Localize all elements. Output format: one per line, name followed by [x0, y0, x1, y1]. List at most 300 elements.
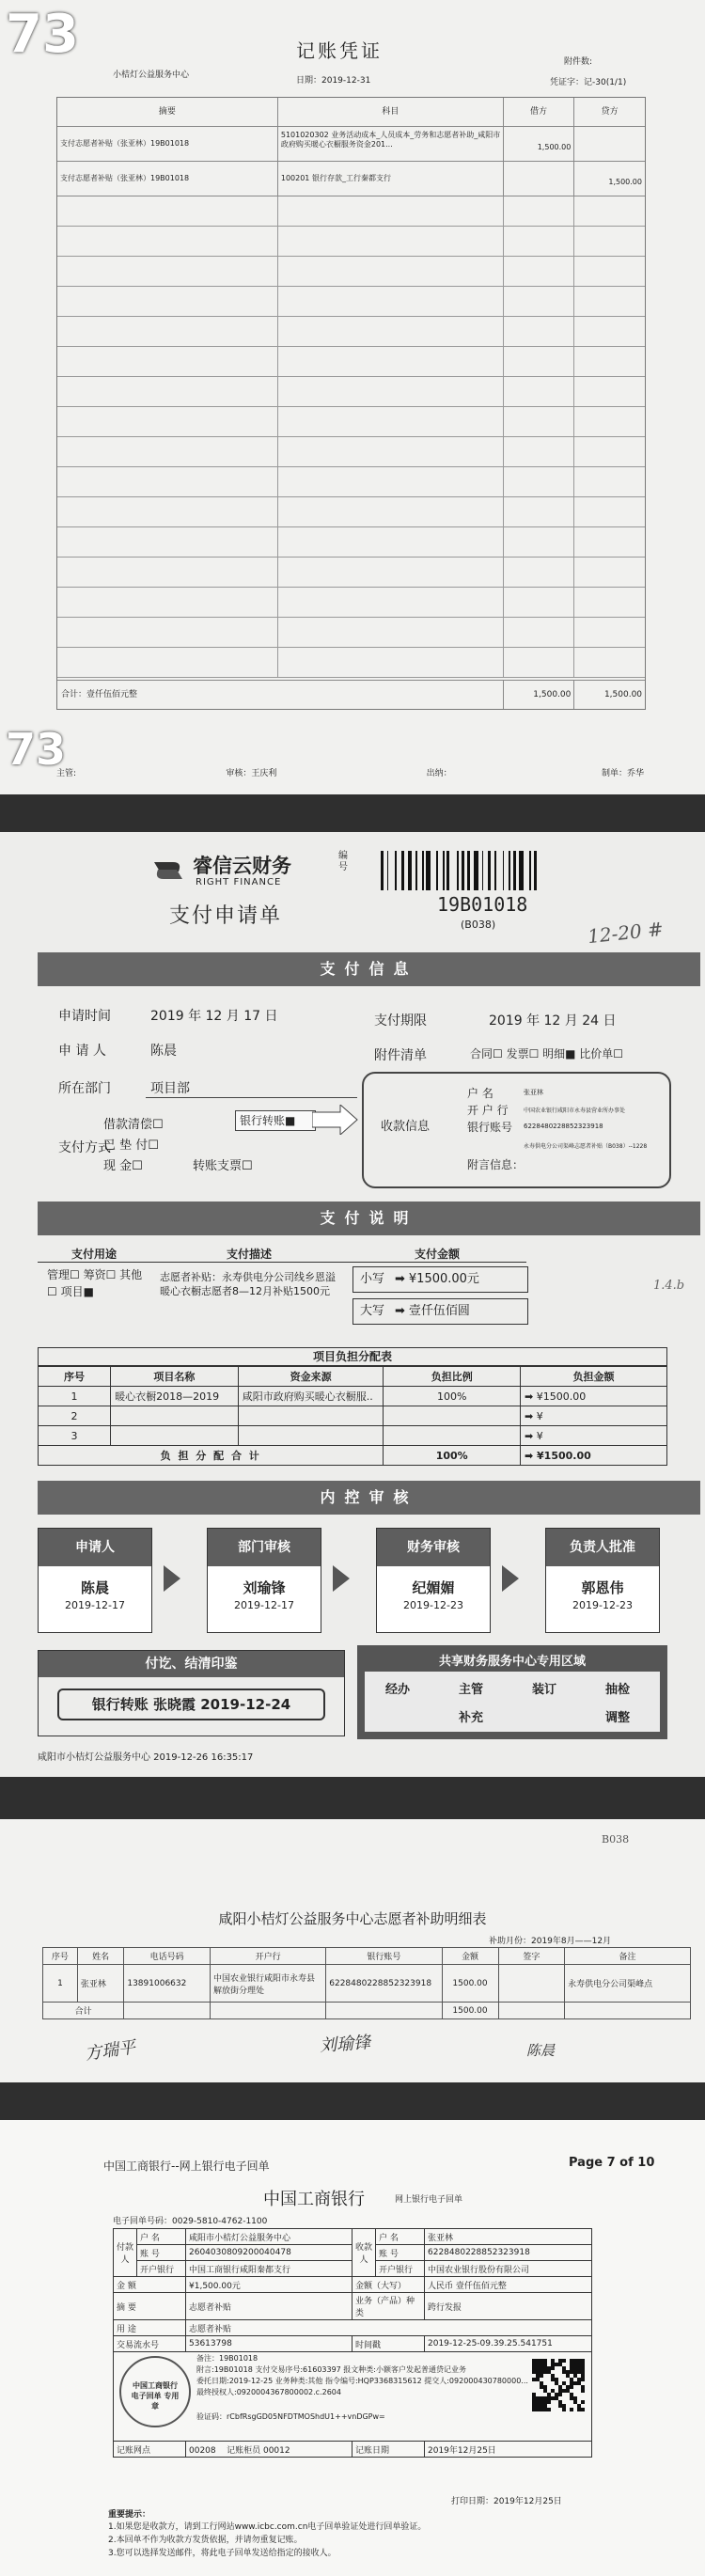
arrow-icon: ➡ — [524, 1449, 538, 1462]
detail-title: 咸阳小桔灯公益服务中心志愿者补助明细表 — [218, 1910, 487, 1927]
alloc-h-ratio: 负担比例 — [384, 1367, 521, 1387]
share-item: 主管 — [459, 1683, 484, 1697]
empty-cell — [57, 287, 278, 316]
recv-bank-label: 开 户 行 — [467, 1104, 509, 1117]
barcode-bar — [381, 851, 384, 890]
header-debit: 借方 — [504, 98, 575, 126]
empty-cell — [504, 257, 574, 286]
empty-cell — [504, 347, 574, 376]
total-credit: 1,500.00 — [603, 690, 643, 699]
arrow-icon: ➡ — [524, 1390, 537, 1403]
empty-cell — [57, 257, 278, 286]
detail-corner: B038 — [602, 1833, 630, 1846]
qr-module — [581, 2400, 585, 2404]
detail-empty — [211, 2003, 326, 2019]
qr-module — [562, 2359, 566, 2363]
empty-row — [57, 588, 645, 618]
voucher-page — [0, 0, 705, 794]
flow-step — [376, 1528, 491, 1633]
table-row — [39, 1406, 667, 1426]
barcode-bar — [422, 851, 424, 890]
alloc-amount-cell — [520, 1406, 666, 1426]
code-label: 编号 — [338, 851, 348, 872]
handwritten-note: 12-20 # — [586, 917, 665, 949]
table-row — [39, 1387, 667, 1406]
qr-module — [547, 2408, 551, 2411]
receipt-row — [114, 2352, 592, 2442]
voucher-number: 凭证字：记-30(1/1) — [550, 78, 627, 87]
flow-role: 财务审核 — [377, 1529, 490, 1566]
flow-date: 2019-12-17 — [65, 1599, 125, 1611]
tip-line: 3.您可以选择发送邮件，将此电子回单发送给指定的接收人。 — [108, 2549, 337, 2558]
row-debit: 1,500.00 — [504, 127, 575, 161]
alloc-h-amount: 负担金额 — [520, 1367, 666, 1387]
empty-cell — [57, 437, 278, 466]
applicant-label: 申 请 人 — [58, 1044, 106, 1059]
field-label: 户 名 — [376, 2229, 425, 2245]
tip-line: 2.本回单不作为收款方发货依据，并请勿重复记账。 — [108, 2536, 303, 2545]
voucher-org: 小桔灯公益服务中心 — [113, 71, 190, 80]
note-lines — [196, 2353, 588, 2398]
tips — [108, 2521, 426, 2560]
recv-name: 张亚林 — [524, 1089, 543, 1096]
empty-row — [57, 558, 645, 588]
empty-cell — [504, 497, 574, 526]
applicant: 陈晨 — [150, 1044, 177, 1059]
rec-date: 2019年12月25日 — [425, 2442, 592, 2458]
use-label: 用 途 — [114, 2320, 186, 2336]
alloc-source — [238, 1426, 384, 1446]
barcode-bar — [408, 851, 413, 890]
receipt-row — [114, 2293, 592, 2320]
bank-stamp — [119, 2356, 191, 2427]
empty-cell — [574, 467, 645, 496]
rec-net: 00208 — [189, 2445, 216, 2456]
method-opt-2: 已 垫 付☐ — [103, 1139, 159, 1153]
alloc-grid — [38, 1366, 667, 1466]
empty-cell — [504, 467, 574, 496]
empty-row — [57, 437, 645, 467]
attach-label: 附件清单 — [374, 1048, 427, 1063]
receipt-header-right: Page 7 of 10 — [569, 2156, 655, 2170]
voucher-empty-rows — [57, 196, 645, 678]
empty-cell — [574, 257, 645, 286]
barcode-bar — [519, 851, 524, 890]
field-label: 开户银行 — [137, 2261, 186, 2277]
method-label: 支付方式 — [58, 1140, 111, 1155]
info-band: 支付信息 — [38, 952, 700, 986]
detail-no: 1 — [43, 1965, 78, 2003]
field-label: 开户银行 — [376, 2261, 425, 2277]
empty-cell — [574, 227, 645, 256]
empty-row — [57, 377, 645, 407]
empty-cell — [278, 287, 504, 316]
qr-module — [558, 2393, 562, 2396]
footer-maker: 制单：乔华 — [601, 769, 644, 778]
rec-net-label: 记账网点 — [114, 2442, 186, 2458]
flow-role: 申请人 — [39, 1529, 151, 1566]
signature-left: 方瑞平 — [84, 2037, 137, 2065]
method-arrow-icon — [312, 1105, 359, 1135]
voucher-table-frame — [56, 97, 646, 710]
side-note: 1.4.b — [653, 1279, 685, 1293]
empty-cell — [504, 287, 574, 316]
alloc-source — [238, 1406, 384, 1426]
detail-empty — [124, 2003, 211, 2019]
empty-cell — [574, 196, 645, 226]
empty-cell — [574, 437, 645, 466]
big-arrow-icon: ➡ — [395, 1304, 405, 1318]
amount: ¥1,500.00元 — [186, 2277, 352, 2293]
alloc-h-no: 序号 — [39, 1367, 111, 1387]
recv-note: 永寿供电分公司渠峰志愿者补贴（B038）--1228 — [524, 1143, 648, 1150]
amount-big: 人民币 壹仟伍佰元整 — [425, 2277, 592, 2293]
alloc-h-name: 项目名称 — [111, 1367, 239, 1387]
empty-cell — [57, 407, 278, 436]
share-item: 装订 — [532, 1683, 557, 1697]
row-account: 5101020302 业务活动成本_人员成本_劳务和志愿者补助_咸阳市政府购买暖心衣橱服务资金201... — [278, 127, 504, 161]
alloc-header-row — [39, 1367, 667, 1387]
alloc-no: 3 — [39, 1426, 111, 1446]
apply-time: 2019 年 12 月 17 日 — [150, 1009, 278, 1024]
empty-row — [57, 618, 645, 648]
recv-name-label: 户 名 — [467, 1087, 494, 1100]
detail-h: 银行账号 — [326, 1948, 442, 1965]
total-debit: 1,500.00 — [504, 681, 575, 709]
header-credit: 贷方 — [601, 107, 619, 117]
alloc-source: 咸阳市政府购买暖心衣橱服.. — [238, 1387, 384, 1406]
empty-cell — [504, 407, 574, 436]
alloc-ratio — [384, 1426, 521, 1446]
row-summary: 支付志愿者补贴（张亚林）19B01018 — [57, 127, 278, 161]
pay-seal: 银行转账 张晓霞 2019-12-24 — [57, 1689, 325, 1720]
empty-cell — [574, 347, 645, 376]
tip-line: 1.如果您是收款方，请到工行网站www.icbc.com.cn电子回单验证处进行回单验证。 — [108, 2522, 427, 2532]
big-amount-box — [352, 1298, 528, 1325]
alloc-title: 项目负担分配表 — [38, 1347, 667, 1366]
attach-options: 合同☐ 发票☐ 明细■ 比价单☐ — [470, 1047, 624, 1060]
receipt-bank-name: 中国工商银行 — [263, 2190, 365, 2209]
small-amount: ¥1500.00元 — [408, 1272, 479, 1286]
empty-cell — [57, 497, 278, 526]
receipt-table — [113, 2228, 592, 2458]
summary: 志愿者补贴 — [186, 2293, 352, 2320]
field-label: 户 名 — [137, 2229, 186, 2245]
footer-supervisor: 主管: — [56, 769, 77, 778]
alloc-amount: ¥1500.00 — [536, 1390, 587, 1403]
barcode-bar — [467, 851, 470, 890]
barcode-bar — [474, 851, 478, 890]
amt-label: 支付金额 — [414, 1248, 460, 1261]
detail-bank: 中国农业银行咸阳市永寿县解放街分理处 — [211, 1965, 326, 2003]
small-amount-box — [352, 1266, 528, 1293]
empty-cell — [574, 497, 645, 526]
recv-label: 收款信息 — [381, 1120, 431, 1134]
alloc-ratio — [384, 1406, 521, 1426]
empty-cell — [278, 196, 504, 226]
empty-cell — [278, 257, 504, 286]
note-line: 委托日期:2019-12-25 业务种类:其他 指令编号:HQP3368315612 提交人:092000430780000... — [196, 2377, 528, 2385]
detail-header-row — [43, 1948, 691, 1965]
detail-h: 电话号码 — [124, 1948, 211, 1965]
empty-row — [57, 196, 645, 227]
empty-cell — [574, 618, 645, 647]
detail-table — [42, 1947, 691, 2019]
alloc-total-row — [39, 1446, 667, 1466]
tips-title: 重要提示： — [108, 2510, 151, 2520]
empty-row — [57, 527, 645, 558]
payee-label: 收款人 — [352, 2229, 376, 2277]
alloc-name — [111, 1426, 239, 1446]
empty-cell — [278, 648, 504, 677]
detail-h: 签字 — [498, 1948, 565, 1965]
empty-cell — [57, 588, 278, 617]
field-label: 账 号 — [137, 2245, 186, 2261]
barcode-bar — [503, 851, 505, 890]
empty-row — [57, 317, 645, 347]
payee-name: 张亚林 — [425, 2229, 592, 2245]
stamp-text: 中国工商银行 电子回单 专用章 — [131, 2381, 180, 2411]
empty-cell — [57, 527, 278, 557]
empty-cell — [504, 317, 574, 346]
empty-cell — [57, 227, 278, 256]
empty-cell — [57, 347, 278, 376]
receipt-row — [114, 2442, 592, 2458]
brand-en: RIGHT FINANCE — [196, 877, 282, 887]
barcode-bar — [494, 851, 496, 890]
table-row — [39, 1426, 667, 1446]
empty-cell — [574, 377, 645, 406]
flow-name: 郭恩伟 — [581, 1579, 624, 1596]
recv-note-label: 附言信息： — [467, 1158, 525, 1171]
footer-reviewer: 审核：王庆利 — [226, 769, 277, 778]
empty-cell — [57, 377, 278, 406]
barcode-bar — [457, 851, 459, 890]
table-row — [43, 1965, 691, 2003]
voucher-date: 日期：2019-12-31 — [296, 76, 371, 86]
receipt-header-left: 中国工商银行--网上银行电子回单 — [103, 2160, 270, 2173]
empty-row — [57, 287, 645, 317]
receipt-no: 电子回单号码：0029-5810-4762-1100 — [113, 2217, 268, 2226]
signature-right: 陈晨 — [526, 2042, 556, 2059]
empty-cell — [57, 317, 278, 346]
brand-cn: 睿信云财务 — [193, 855, 291, 877]
alloc-no: 2 — [39, 1406, 111, 1426]
empty-cell — [504, 618, 574, 647]
big-label: 大写 — [359, 1304, 384, 1318]
payment-footer: 咸阳市小桔灯公益服务中心 2019-12-26 16:35:17 — [38, 1752, 254, 1763]
empty-cell — [278, 618, 504, 647]
biz-label: 业务（产品）种类 — [352, 2293, 425, 2320]
rec-net-cell — [186, 2442, 352, 2458]
page-number-bottom: 73 — [6, 724, 67, 775]
alloc-total-amount: ¥1500.00 — [537, 1449, 591, 1462]
pay-seal-box — [38, 1650, 345, 1736]
receipt-row — [114, 2336, 592, 2352]
empty-row — [57, 347, 645, 377]
alloc-ratio: 100% — [384, 1387, 521, 1406]
flow-step — [38, 1528, 152, 1633]
detail-amount: 1500.00 — [442, 1965, 498, 2003]
empty-cell — [278, 558, 504, 587]
empty-cell — [574, 317, 645, 346]
row-credit: 1,500.00 — [608, 178, 642, 186]
qr-module — [581, 2408, 585, 2411]
alloc-table — [38, 1347, 667, 1466]
empty-cell — [278, 347, 504, 376]
detail-period: 补助月份：2019年8月——12月 — [489, 1937, 612, 1946]
empty-cell — [278, 467, 504, 496]
barcode-bar — [482, 851, 484, 890]
empty-cell — [574, 527, 645, 557]
flow-name: 陈晨 — [80, 1579, 109, 1596]
alloc-total-ratio: 100% — [384, 1446, 521, 1466]
total-label: 合计：壹仟伍佰元整 — [57, 681, 504, 709]
qr-module — [540, 2374, 543, 2378]
time-label: 时间戳 — [352, 2336, 425, 2352]
row-credit — [574, 127, 645, 161]
rec-teller-label: 记账柜员 — [227, 2445, 261, 2456]
use: 志愿者补贴 — [186, 2320, 592, 2336]
flow-arrow-icon — [502, 1565, 519, 1592]
alloc-h-source: 资金来源 — [238, 1367, 384, 1387]
qr-module — [547, 2400, 551, 2404]
use-options: 管理☐ 筹资☐ 其他☐ 项目■ — [47, 1268, 143, 1298]
dept-underline — [146, 1097, 357, 1098]
alloc-amount-cell — [520, 1387, 666, 1406]
row-summary: 支付志愿者补贴（张亚林）19B01018 — [57, 162, 278, 196]
biz: 跨行发报 — [425, 2293, 592, 2320]
arrow-icon: ➡ — [524, 1429, 537, 1442]
detail-page — [0, 1819, 705, 2082]
alloc-amount: ¥ — [536, 1409, 543, 1422]
barcode-bar — [443, 851, 445, 890]
control-band: 内控审核 — [38, 1481, 700, 1515]
share-grid — [365, 1672, 660, 1732]
empty-cell — [504, 377, 574, 406]
deadline: 2019 年 12 月 24 日 — [489, 1013, 617, 1029]
empty-cell — [278, 227, 504, 256]
receipt-row — [114, 2277, 592, 2293]
barcode-bar — [426, 851, 431, 890]
payer-bank: 中国工商银行咸阳秦都支行 — [186, 2261, 352, 2277]
time: 2019-12-25-09.39.25.541751 — [425, 2336, 592, 2352]
receipt-row — [114, 2320, 592, 2336]
qr-module — [570, 2385, 573, 2389]
signature-mid: 刘瑜锋 — [319, 2033, 371, 2056]
empty-cell — [504, 527, 574, 557]
footer-cashier: 出纳： — [426, 769, 452, 778]
flow-step — [207, 1528, 321, 1633]
barcode-bar — [509, 851, 510, 890]
detail-note: 永寿供电分公司渠峰点 — [565, 1965, 691, 2003]
alloc-amount-cell — [520, 1426, 666, 1446]
qr-module — [581, 2389, 585, 2393]
payment-code: 19B01018 — [437, 893, 528, 916]
empty-cell — [504, 196, 574, 226]
detail-empty — [326, 2003, 442, 2019]
voucher-row — [57, 127, 645, 162]
empty-row — [57, 227, 645, 257]
barcode — [381, 851, 588, 890]
flow-name: 刘瑜锋 — [243, 1579, 286, 1596]
payment-desc-table — [38, 1246, 526, 1318]
detail-h: 金额 — [442, 1948, 498, 1965]
dept-label: 所在部门 — [58, 1081, 111, 1096]
qr-code — [531, 2358, 586, 2412]
detail-h: 序号 — [43, 1948, 78, 1965]
empty-cell — [278, 588, 504, 617]
page-number: 73 — [6, 4, 79, 65]
detail-h: 备注 — [565, 1948, 691, 1965]
note-line: 最终授权人:0920004367800002.c.2604 — [196, 2388, 341, 2396]
row-account: 100201 银行存款_工行秦都支行 — [278, 162, 504, 196]
detail-empty — [498, 2003, 565, 2019]
empty-cell — [574, 407, 645, 436]
flow-date: 2019-12-23 — [403, 1599, 463, 1611]
receiver-box — [362, 1072, 671, 1188]
detail-total-row — [43, 2003, 691, 2019]
empty-cell — [278, 317, 504, 346]
alloc-total-label: 负 担 分 配 合 计 — [39, 1446, 384, 1466]
empty-cell — [278, 497, 504, 526]
empty-cell — [574, 287, 645, 316]
field-label: 账 号 — [376, 2245, 425, 2261]
barcode-bar — [446, 851, 449, 890]
print-date: 打印日期：2019年12月25日 — [451, 2497, 562, 2506]
flow-arrow-icon — [164, 1565, 180, 1592]
empty-cell — [504, 227, 574, 256]
empty-cell — [57, 558, 278, 587]
alloc-name — [111, 1406, 239, 1426]
barcode-bar — [529, 851, 531, 890]
empty-cell — [504, 558, 574, 587]
empty-cell — [574, 588, 645, 617]
qr-module — [570, 2408, 573, 2411]
empty-cell — [278, 377, 504, 406]
barcode-bar — [462, 851, 464, 890]
barcode-bar — [401, 851, 404, 890]
payee-bank: 中国农业银行股份有限公司 — [425, 2261, 592, 2277]
header-account: 科目 — [278, 98, 504, 126]
small-arrow-icon: ➡ — [395, 1272, 405, 1286]
flow-date: 2019-12-23 — [572, 1599, 633, 1611]
empty-cell — [57, 648, 278, 677]
attach-count-label: 附件数: — [564, 57, 593, 67]
row-debit — [504, 162, 575, 196]
dept: 项目部 — [150, 1081, 190, 1096]
small-label: 小写 — [359, 1272, 384, 1286]
barcode-bar — [436, 851, 438, 890]
empty-cell — [504, 437, 574, 466]
verify-code: 验证码：rCbfRsgGD05NFDTMOShdU1++vnDGPw= — [196, 2412, 385, 2421]
share-area — [357, 1645, 667, 1739]
empty-cell — [504, 648, 574, 677]
alloc-name: 暖心衣橱2018—2019 — [111, 1387, 239, 1406]
amount-big-label: 金额（大写） — [352, 2277, 425, 2293]
empty-cell — [504, 588, 574, 617]
qr-module — [551, 2366, 555, 2370]
voucher-row — [57, 162, 645, 196]
note-line: 附言:19B01018 支付交易序号:61603397 报文种类:小额客户发起普通贷记业务 — [196, 2365, 467, 2374]
arrow-icon: ➡ — [524, 1409, 537, 1422]
big-amount: 壹仟伍佰圆 — [408, 1304, 470, 1318]
detail-acct: 6228480228852323918 — [326, 1965, 442, 2003]
recv-bank: 中国农业银行咸阳市永寿县营业所办事处 — [524, 1107, 626, 1114]
empty-cell — [574, 558, 645, 587]
share-title: 共享财务服务中心专用区域 — [438, 1655, 586, 1669]
desc-label: 支付描述 — [226, 1248, 272, 1261]
